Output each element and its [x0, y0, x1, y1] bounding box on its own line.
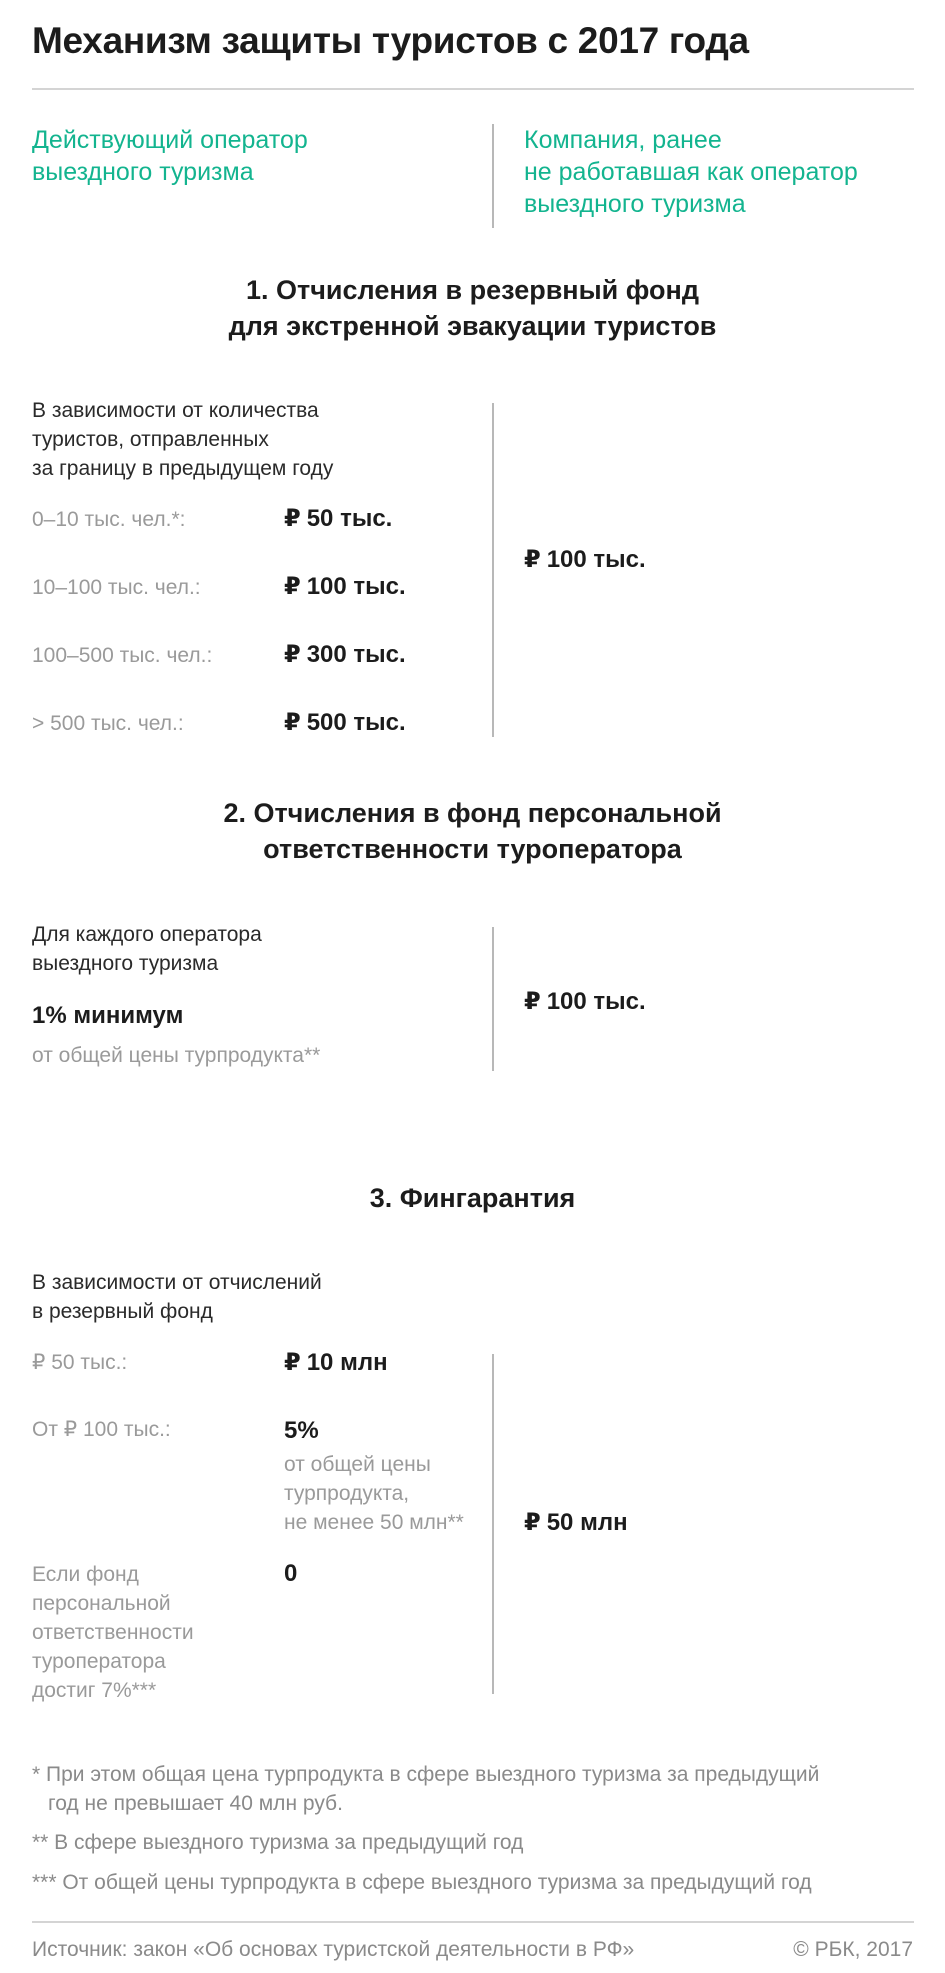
- page-title: Механизм защиты туристов с 2017 года: [32, 20, 749, 61]
- ruble-sign: ₽: [524, 1509, 541, 1536]
- title-divider: [32, 88, 914, 90]
- section3-row2-label: От ₽ 100 тыс.:: [32, 1418, 171, 1441]
- section3-row3-label: Если фонд персональной ответственности туроператора достиг 7%***: [32, 1563, 194, 1702]
- ruble-sign: ₽: [284, 573, 301, 600]
- copyright: © РБК, 2017: [793, 1938, 913, 1961]
- section2-column-divider: [492, 927, 494, 1071]
- section3-row1-label: ₽ 50 тыс.:: [32, 1351, 128, 1374]
- section1-row3-value: ₽ 300 тыс.: [284, 641, 406, 668]
- section3-row1-value: ₽ 10 млн: [284, 1349, 388, 1376]
- section2-minimum-note: от общей цены турпродукта**: [32, 1044, 321, 1067]
- header-column-divider: [492, 124, 494, 228]
- ruble-sign: ₽: [524, 546, 541, 573]
- section2-description: Для каждого оператора выездного туризма: [32, 923, 262, 975]
- ruble-sign: ₽: [284, 1349, 301, 1376]
- section1-row4-value: ₽ 500 тыс.: [284, 709, 406, 736]
- section3-row2-value: 5%: [284, 1417, 319, 1444]
- footnote-3: *** От общей цены турпродукта в сфере выездного туризма за предыдущий год: [32, 1871, 812, 1894]
- header-current-operator: Действующий оператор выездного туризма: [32, 126, 308, 186]
- section1-row2-value: ₽ 100 тыс.: [284, 573, 406, 600]
- section1-row1-label: 0–10 тыс. чел.*:: [32, 508, 186, 531]
- footer-divider: [32, 1921, 914, 1923]
- ruble-sign: ₽: [524, 988, 541, 1015]
- section3-column-divider: [492, 1354, 494, 1694]
- section1-row2-label: 10–100 тыс. чел.:: [32, 576, 201, 599]
- section1-row1-value: ₽ 50 тыс.: [284, 505, 393, 532]
- footnote-1-line1: * При этом общая цена турпродукта в сфере выездного туризма за предыдущий: [32, 1763, 820, 1786]
- section3-description: В зависимости от отчислений в резервный фонд: [32, 1271, 322, 1323]
- section3-heading: 3. Фингарантия: [369, 1183, 576, 1213]
- section1-row3-label: 100–500 тыс. чел.:: [32, 644, 213, 667]
- section1-row4-label: > 500 тыс. чел.:: [32, 712, 184, 735]
- section2-minimum-value: 1% минимум: [32, 1002, 184, 1029]
- section2-heading: 2. Отчисления в фонд персональной ответственности туроператора: [223, 798, 722, 864]
- section1-heading: 1. Отчисления в резервный фонд для экстренной эвакуации туристов: [228, 275, 717, 341]
- section1-description: В зависимости от количества туристов, отправленных за границу в предыдущем году: [32, 399, 334, 480]
- ruble-sign: ₽: [284, 641, 301, 668]
- ruble-sign: ₽: [284, 505, 301, 532]
- footnote-1-line2: год не превышает 40 млн руб.: [48, 1792, 343, 1815]
- footnote-2: ** В сфере выездного туризма за предыдущий год: [32, 1831, 524, 1854]
- section3-row3-value: 0: [284, 1560, 298, 1587]
- section1-new-company-value: ₽ 100 тыс.: [524, 546, 646, 573]
- source-note: Источник: закон «Об основах туристской деятельности в РФ»: [32, 1938, 635, 1961]
- ruble-sign: ₽: [284, 709, 301, 736]
- section3-new-company-value: ₽ 50 млн: [524, 1509, 628, 1536]
- section1-column-divider: [492, 403, 494, 737]
- header-new-company: Компания, ранее не работавшая как оператор выездного туризма: [524, 126, 858, 218]
- section3-row2-note: от общей цены турпродукта, не менее 50 млн**: [284, 1453, 464, 1534]
- section2-new-company-value: ₽ 100 тыс.: [524, 988, 646, 1015]
